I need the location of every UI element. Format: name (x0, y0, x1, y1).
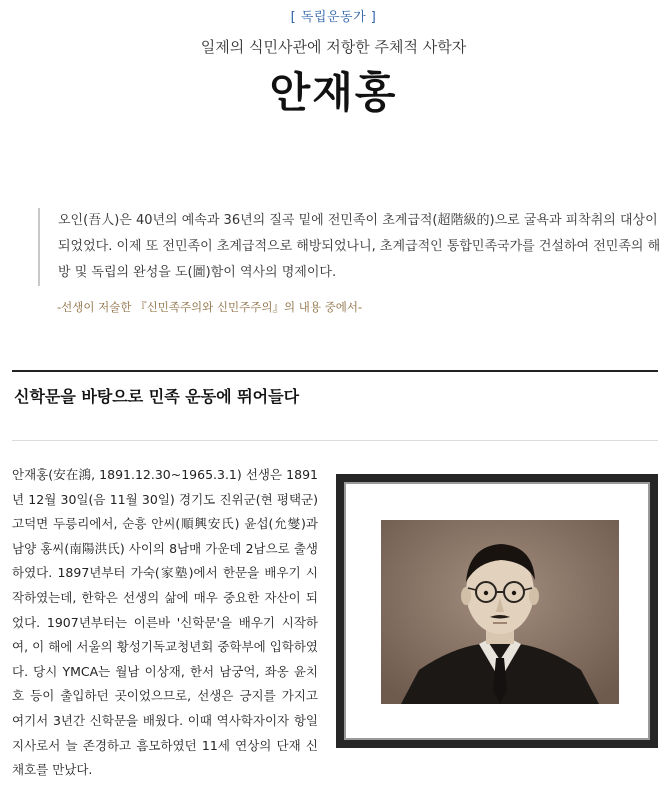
page-subtitle: 일제의 식민사관에 저항한 주체적 사학자 (200, 38, 467, 56)
section-divider-top (12, 370, 658, 372)
quote-block (38, 208, 667, 286)
category-label: [ 독립운동가 ] (290, 10, 377, 25)
portrait-mat (344, 482, 650, 740)
page-title: 안재홍 (269, 68, 398, 117)
portrait-frame (336, 474, 658, 748)
portrait-photo (381, 520, 619, 704)
quote-text: 오인(吾人)은 40년의 예속과 36년의 질곡 밑에 전민족이 초계급적(超階級的)으로 굴욕과 피착취의 대상이 되었었다. 이제 또 전민족이 초계급적으로 해방되었나니, 초계급적인 통합민족국가를 건설하여 전민족의 해방 및 독립의 완성을 도(圖)함이 역사의 명제이다. (58, 213, 661, 280)
section-heading: 신학문을 바탕으로 민족 운동에 뛰어들다 (14, 387, 300, 406)
quote-source: -선생이 저술한 『신민족주의와 신민주주의』의 내용 중에서- (57, 300, 363, 314)
section-divider (12, 440, 658, 441)
biography-paragraph: 안재홍(安在鴻, 1891.12.30~1965.3.1) 선생은 1891년 12월 30일(음 11월 30일) 경기도 진위군(현 평택군) 고덕면 두릉리에서, 순흥 안씨(順興安氏) 윤섭(允燮)과 남양 홍씨(南陽洪氏) 사이의 8남매 가운데 2남으로 출생하였다. 1897년부터 가숙(家塾)에서 한문을 배우기 시작하였는데, 한학은 선생의 삶에 매우 중요한 자산이 되었다. 1907년부터는 이른바 '신학문'을 배우기 시작하여, 이 해에 서울의 황성기독교청년회 중학부에 입학하였다. 당시 YMCA는 월남 이상재, 한서 남궁억, 좌옹 윤치호 등이 출입하던 곳이었으므로, 선생은 긍지를 가지고 여기서 3년간 신학문을 배웠다. 이때 역사학자이자 항일지사로서 늘 존경하고 흠모하였던 11세 연상의 단재 신채호를 만났다. (12, 467, 318, 778)
